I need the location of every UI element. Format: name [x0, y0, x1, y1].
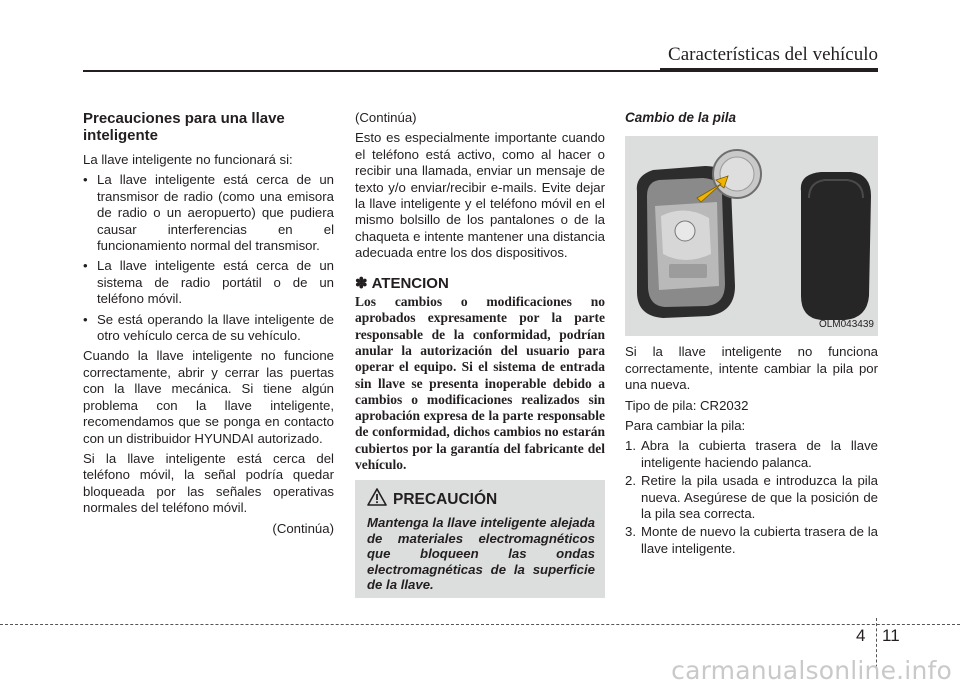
continues-note: (Continúa) — [272, 520, 334, 536]
paragraph: Si la llave inteligente no funciona correctamente, intente cambiar la pila por una nueva. — [625, 344, 878, 393]
bullet-icon: • — [83, 172, 88, 188]
smart-key-illustration — [625, 136, 878, 336]
attention-heading — [355, 276, 605, 292]
steps-intro: Para cambiar la pila: — [625, 418, 746, 434]
battery-figure — [625, 136, 878, 336]
figure-title: Cambio de la pila — [625, 110, 737, 125]
column-left — [83, 110, 334, 541]
paragraph: Si la llave inteligente está cerca del teléfono móvil, la señal podría quedar bloqueada por las señales operativas normales del teléfono móvil. — [83, 450, 334, 516]
asterisk-icon: ✽ — [355, 274, 368, 292]
step-item: 2. Retire la pila usada e introduzca la pila nueva. Asegúrese de que la posición de la pila sea correcta. — [625, 473, 878, 522]
bullet-icon: • — [83, 258, 88, 274]
chapter-number: 4 — [856, 626, 866, 645]
battery-type: Tipo de pila: CR2032 — [625, 397, 749, 413]
footer-rule — [0, 624, 960, 625]
bullet-icon: • — [83, 311, 88, 327]
column-right — [625, 110, 878, 559]
bullet-list — [83, 172, 334, 344]
bullet-item: • Se está operando la llave inteligente de otro vehículo cerca de su vehículo. — [83, 311, 334, 344]
intro-text: La llave inteligente no funcionará si: — [83, 152, 293, 167]
paragraph: Esto es especialmente importante cuando el teléfono está activo, como al hacer o recibir una llamada, enviar un mensaje de texto y/o enviar/recibir e-mails. Evite dejar la llave inteligente y el teléfono móvil en el mismo bolsillo de los pantalones o de la chaqueta e intente mantener una distancia adecuada entre los dos dispositivos. — [355, 130, 605, 261]
section-heading: Precauciones para una llave inteligente — [83, 110, 285, 144]
attention-title: ATENCION — [371, 274, 449, 292]
page-number: 11 — [882, 626, 900, 645]
bullet-item: • La llave inteligente está cerca de un transmisor de radio (como una emisora de radio o un aeropuerto) que pudiera causar interferencias en el funcionamiento normal del transmisor. — [83, 172, 334, 254]
continued-note: (Continúa) — [355, 110, 417, 125]
header-rule-accent — [660, 68, 878, 72]
caution-box — [355, 480, 605, 598]
figure-code: OLM043439 — [818, 319, 874, 330]
step-item: 1. Abra la cubierta trasera de la llave inteligente haciendo palanca. — [625, 438, 878, 470]
header-title: Características del vehículo — [668, 44, 878, 65]
watermark: carmanualsonline.info — [671, 656, 952, 685]
warning-triangle-icon — [367, 488, 387, 511]
step-item: 3. Monte de nuevo la cubierta trasera de la llave inteligente. — [625, 524, 878, 556]
caution-body: Mantenga la llave inteligente alejada de materiales electromagnéticos que bloqueen las ondas electromagnéticas de la superficie de la llave. — [367, 515, 595, 592]
bullet-item: • La llave inteligente está cerca de un sistema de radio portátil o de un teléfono móvil. — [83, 258, 334, 307]
column-middle — [355, 110, 605, 473]
paragraph: Cuando la llave inteligente no funcione correctamente, abrir y cerrar las puertas con la llave mecánica. Si tiene algún problema con la llave inteligente, recomendamos que se ponga en contacto con un distribuidor HYUNDAI autorizado. — [83, 348, 334, 446]
steps-list — [625, 438, 878, 557]
caution-heading — [367, 488, 595, 511]
caution-title: PRECAUCIÓN — [393, 490, 498, 508]
attention-body: Los cambios o modificaciones no aprobados expresamente por la parte responsable de la conformidad, podrían anular la autorización del usuario para operar el equipo. Si el sistema de entrada sin llave se presenta inoperable debido a cambios o modificaciones realizados sin aprobación expresa de la parte responsable de conformidad, dichos cambios no estarán cubiertos por la garantía del fabricante del vehículo. — [355, 294, 605, 473]
